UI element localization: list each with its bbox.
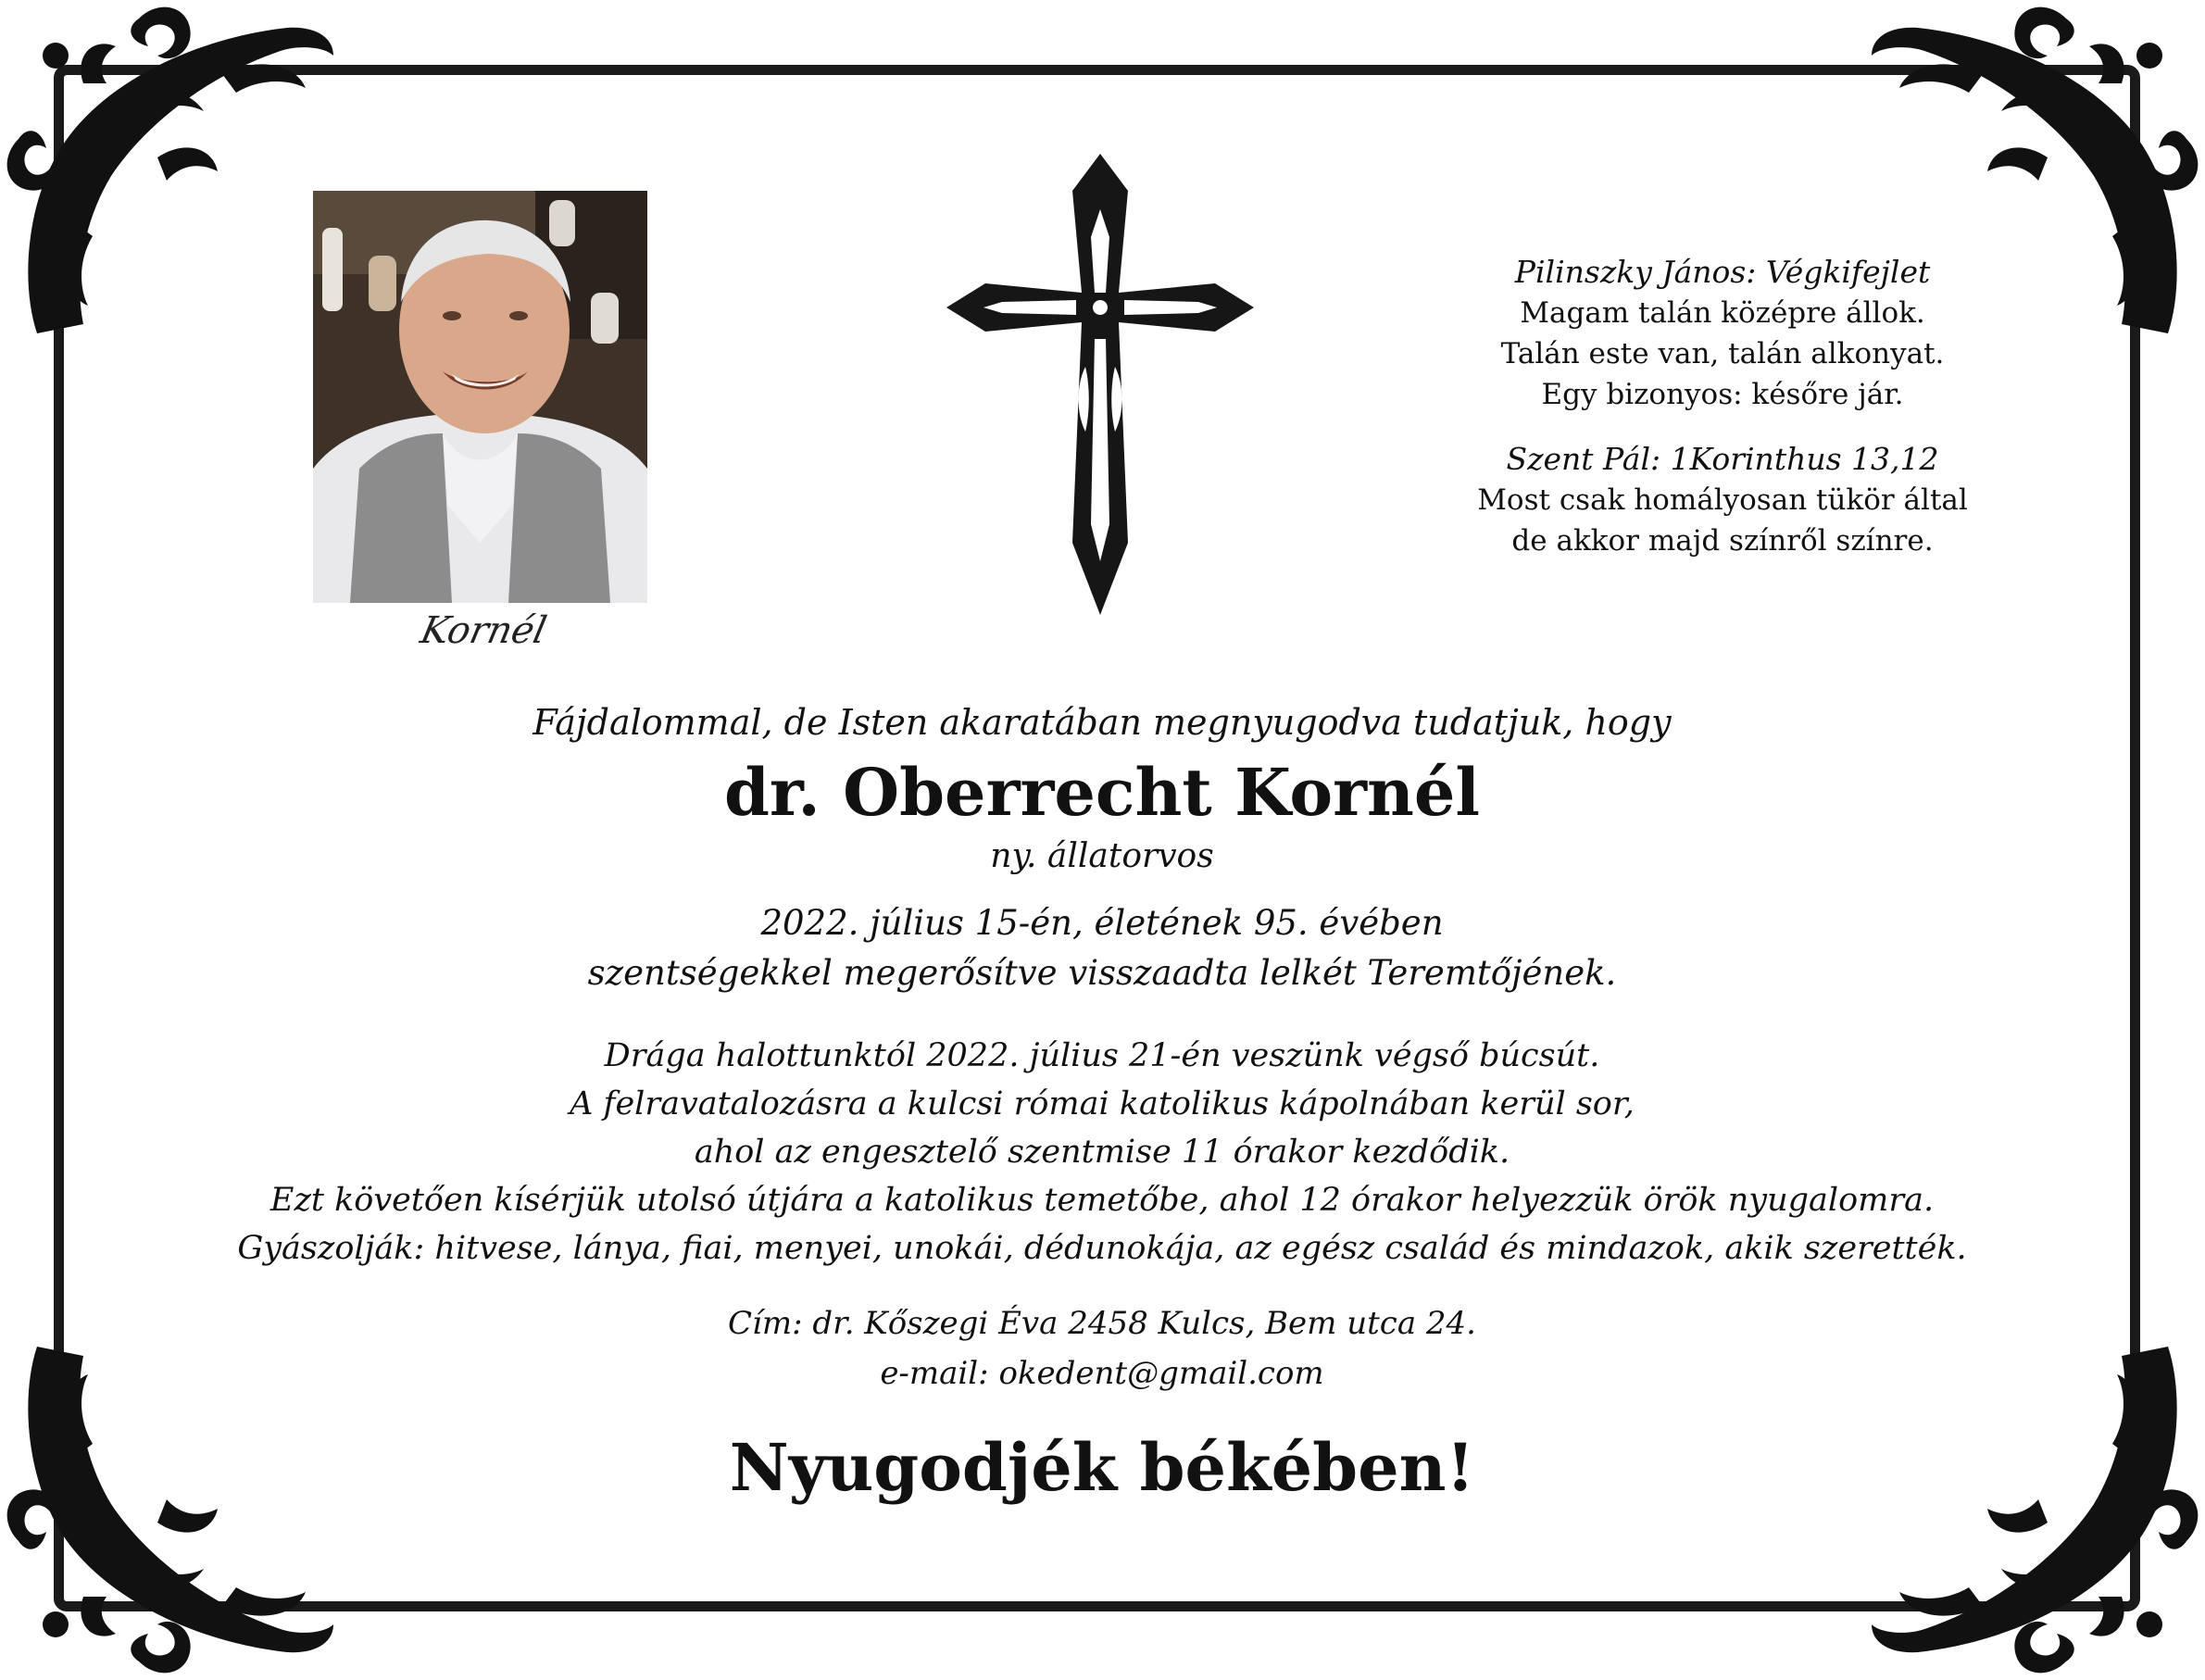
poem-block <box>1445 439 2000 561</box>
detail-line: A felravatalozásra a kulcsi római katolikus kápolnában kerül sor, <box>570 1085 1635 1122</box>
poem-title: Pilinszky János: Végkifejlet <box>1514 254 1931 290</box>
poems-section <box>1445 252 2000 561</box>
announcement <box>185 696 2019 1510</box>
contact-info <box>185 1298 2019 1398</box>
funeral-details <box>185 1032 2019 1273</box>
poem-block <box>1445 252 2000 415</box>
cross-icon <box>946 154 1254 615</box>
portrait-photo <box>313 191 647 603</box>
deceased-name: dr. Oberrecht Kornél <box>723 754 1480 831</box>
poem-line: Most csak homályosan tükör által <box>1477 483 1968 517</box>
death-line: 2022. július 15-én, életének 95. évében <box>760 903 1444 943</box>
death-line: szentségekkel megerősítve visszaadta lelkét Teremtőjének. <box>587 953 1617 993</box>
contact-address: Cím: dr. Kőszegi Éva 2458 Kulcs, Bem utca 24. <box>728 1305 1476 1342</box>
poem-line: de akkor majd színről színre. <box>1511 524 1934 558</box>
detail-line: Ezt követően kísérjük utolsó útjára a katolikus temetőbe, ahol 12 órakor helyezzük örök nyugalomra. <box>269 1182 1935 1219</box>
poem-line: Magam talán középre állok. <box>1520 296 1925 330</box>
detail-line: Gyászolják: hitvese, lánya, fiai, menyei, unokái, dédunokája, az egész család és mindazok, akik szerették. <box>237 1230 1967 1267</box>
closing-text: Nyugodjék békében! <box>729 1429 1475 1506</box>
detail-line: ahol az engesztelő szentmise 11 órakor kezdődik. <box>694 1134 1510 1171</box>
poem-line: Egy bizonyos: későre jár. <box>1541 378 1904 411</box>
detail-line: Drága halottunktól 2022. július 21-én veszünk végső búcsút. <box>604 1037 1600 1074</box>
contact-email: e-mail: okedent@gmail.com <box>880 1355 1324 1392</box>
signature: Kornél <box>417 609 551 652</box>
intro-text: Fájdalommal, de Isten akaratában megnyugodva tudatjuk, hogy <box>532 702 1672 743</box>
occupation: ny. állatorvos <box>990 837 1214 875</box>
poem-title: Szent Pál: 1Korinthus 13,12 <box>1506 441 1939 477</box>
death-text <box>185 898 2019 998</box>
poem-line: Talán este van, talán alkonyat. <box>1500 337 1945 370</box>
